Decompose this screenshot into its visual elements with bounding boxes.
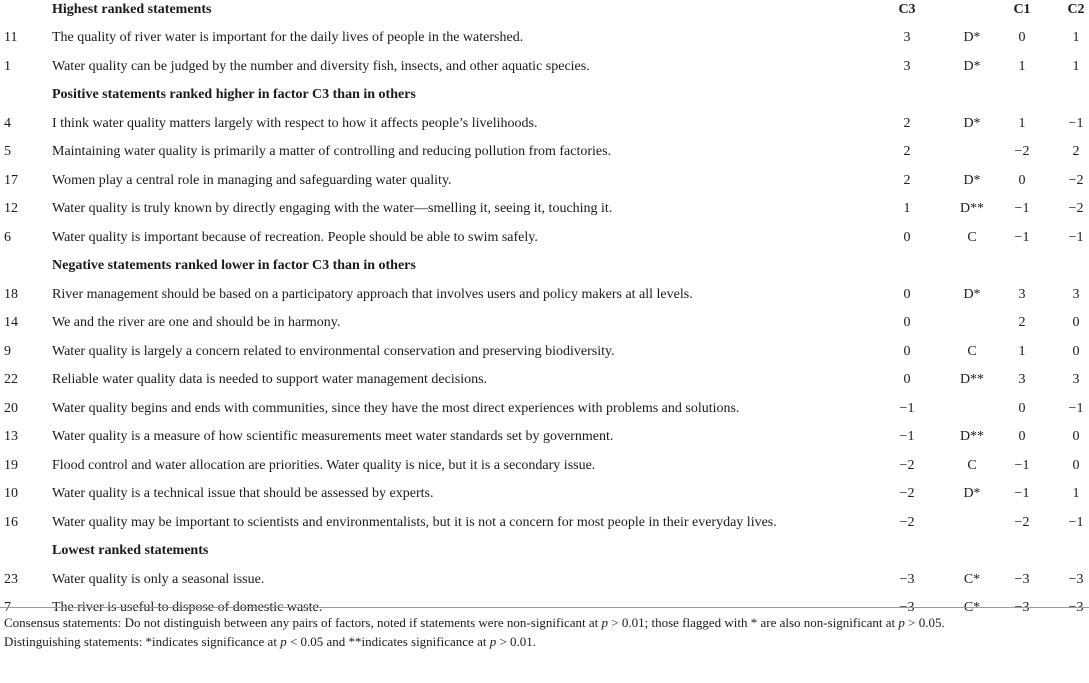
score-c1: 2 bbox=[1018, 315, 1026, 330]
statement-number: 4 bbox=[4, 115, 11, 131]
significance-mark bbox=[952, 81, 992, 109]
statement-number: 11 bbox=[4, 30, 18, 45]
score-c2: 1 bbox=[1072, 58, 1080, 74]
statement-text: Reliable water quality data is needed to support water management decisions. bbox=[52, 372, 488, 387]
score-c1: 0 bbox=[1018, 429, 1026, 444]
section-heading-row bbox=[0, 537, 1089, 565]
section-heading-row bbox=[0, 252, 1089, 280]
statement-text: Water quality is important because of recreation. People should be able to swim safely. bbox=[52, 229, 538, 245]
table-row bbox=[0, 338, 1089, 366]
table-row bbox=[0, 167, 1089, 195]
statement-number: 10 bbox=[4, 486, 18, 501]
table-row bbox=[0, 509, 1089, 537]
table-row bbox=[0, 224, 1089, 252]
table-row bbox=[0, 395, 1089, 423]
significance-mark bbox=[952, 537, 992, 565]
score-c1: −3 bbox=[1014, 600, 1030, 615]
score-c2: 2 bbox=[1072, 144, 1080, 159]
statement-number: 17 bbox=[4, 172, 18, 188]
score-c1: −3 bbox=[1014, 571, 1030, 587]
table-row bbox=[0, 53, 1089, 81]
score-c1 bbox=[1008, 81, 1036, 109]
score-c1: −2 bbox=[1014, 514, 1030, 530]
statement-text: Water quality begins and ends with communities, since they have the most direct experiences with problems and solutions. bbox=[52, 400, 740, 416]
statement-text: Women play a central role in managing and safeguarding water quality. bbox=[52, 172, 452, 188]
statement-number: 13 bbox=[4, 429, 18, 444]
table-row bbox=[0, 423, 1089, 451]
section-title: Positive statements ranked higher in factor C3 than in others bbox=[52, 87, 416, 102]
significance-mark: D** bbox=[959, 201, 985, 216]
statement-text: We and the river are one and should be in harmony. bbox=[52, 315, 341, 330]
table-row bbox=[0, 566, 1089, 594]
statement-number: 12 bbox=[4, 201, 18, 216]
table-row bbox=[0, 309, 1089, 337]
statement-number: 6 bbox=[4, 229, 11, 245]
score-c2 bbox=[1062, 252, 1089, 280]
section-heading-row bbox=[0, 81, 1089, 109]
score-c3 bbox=[893, 81, 921, 109]
statement-text: River management should be based on a participatory approach that involves users and policy makers at all levels. bbox=[52, 286, 693, 302]
score-c3: 2 bbox=[903, 115, 911, 131]
score-c3: −1 bbox=[899, 429, 915, 444]
score-c1: 0 bbox=[1018, 30, 1026, 45]
significance-mark: D** bbox=[959, 429, 985, 444]
significance-mark: D* bbox=[963, 58, 981, 74]
header-c1: C1 bbox=[1013, 2, 1031, 17]
significance-mark: D* bbox=[963, 486, 981, 501]
significance-mark: C bbox=[967, 457, 977, 473]
statement-number: 5 bbox=[4, 144, 11, 159]
significance-mark: D** bbox=[959, 372, 985, 387]
statement-number bbox=[4, 252, 44, 280]
statement-number bbox=[4, 537, 44, 565]
score-c1: 1 bbox=[1018, 343, 1026, 359]
significance-mark: D* bbox=[963, 172, 981, 188]
score-c2 bbox=[1062, 537, 1089, 565]
statement-text: The river is useful to dispose of domestic waste. bbox=[52, 600, 323, 615]
score-c2: 3 bbox=[1072, 286, 1080, 302]
statement-text: Water quality is truly known by directly engaging with the water—smelling it, seeing it, touching it. bbox=[52, 201, 613, 216]
significance-mark: D* bbox=[963, 286, 981, 302]
significance-mark: D* bbox=[963, 115, 981, 131]
statement-number: 7 bbox=[4, 600, 11, 615]
score-c2: −3 bbox=[1068, 571, 1084, 587]
score-c3 bbox=[893, 252, 921, 280]
score-c3: −3 bbox=[899, 571, 915, 587]
score-c1: −1 bbox=[1014, 457, 1030, 473]
score-c3: −2 bbox=[899, 486, 915, 501]
score-c2: −1 bbox=[1068, 400, 1084, 416]
score-c1: −1 bbox=[1014, 201, 1030, 216]
footnote-divider bbox=[0, 607, 1089, 608]
score-c3: 3 bbox=[903, 30, 911, 45]
statement-number: 18 bbox=[4, 286, 18, 302]
score-c1: −1 bbox=[1014, 229, 1030, 245]
table-row bbox=[0, 480, 1089, 508]
score-c3: 3 bbox=[903, 58, 911, 74]
table-row bbox=[0, 138, 1089, 166]
statement-number bbox=[4, 81, 44, 109]
score-c3: 0 bbox=[903, 286, 911, 302]
header-title: Highest ranked statements bbox=[52, 2, 212, 17]
score-c1: 3 bbox=[1018, 372, 1026, 387]
statement-text: Flood control and water allocation are priorities. Water quality is nice, but it is a secondary issue. bbox=[52, 457, 596, 473]
score-c3: 0 bbox=[903, 229, 911, 245]
section-title: Negative statements ranked lower in factor C3 than in others bbox=[52, 258, 416, 273]
footnote-distinguishing: Distinguishing statements: *indicates significance at p < 0.05 and **indicates significance at p > 0.01. bbox=[4, 634, 537, 649]
significance-mark bbox=[952, 309, 992, 337]
score-c3 bbox=[893, 537, 921, 565]
score-c1: −1 bbox=[1014, 486, 1030, 501]
significance-mark: C* bbox=[963, 600, 981, 615]
statement-text: Water quality is largely a concern related to environmental conservation and preserving biodiversity. bbox=[52, 343, 615, 359]
score-c3: −2 bbox=[899, 457, 915, 473]
score-c3: 0 bbox=[903, 343, 911, 359]
statement-number: 19 bbox=[4, 457, 18, 473]
statement-number: 1 bbox=[4, 58, 11, 74]
significance-mark: C bbox=[967, 343, 977, 359]
footnote-consensus: Consensus statements: Do not distinguish between any pairs of factors, noted if statements were non-significant at p > 0.01; those flagged with * are also non-significant at p > 0.05. bbox=[4, 615, 945, 630]
score-c1: −2 bbox=[1014, 144, 1030, 159]
table-row bbox=[0, 452, 1089, 480]
statement-text: Water quality is a technical issue that should be assessed by experts. bbox=[52, 486, 434, 501]
statement-number: 20 bbox=[4, 400, 18, 416]
score-c1: 0 bbox=[1018, 400, 1026, 416]
score-c3: 2 bbox=[903, 172, 911, 188]
score-c2: −2 bbox=[1068, 201, 1084, 216]
score-c2: −1 bbox=[1068, 514, 1084, 530]
statement-text: Water quality is a measure of how scientific measurements meet water standards set by government. bbox=[52, 429, 614, 444]
score-c2: −2 bbox=[1068, 172, 1084, 188]
statement-text: I think water quality matters largely with respect to how it affects people’s livelihoods. bbox=[52, 115, 538, 131]
significance-mark bbox=[952, 138, 992, 166]
statement-text: Maintaining water quality is primarily a matter of controlling and reducing pollution from factories. bbox=[52, 144, 612, 159]
statement-text: Water quality can be judged by the number and diversity fish, insects, and other aquatic species. bbox=[52, 58, 590, 74]
significance-mark: C bbox=[967, 229, 977, 245]
table-row bbox=[0, 110, 1089, 138]
score-c1: 3 bbox=[1018, 286, 1026, 302]
score-c2: 1 bbox=[1072, 30, 1080, 45]
section-title: Lowest ranked statements bbox=[52, 543, 209, 558]
score-c2: −1 bbox=[1068, 115, 1084, 131]
statement-text: The quality of river water is important for the daily lives of people in the watershed. bbox=[52, 30, 524, 45]
score-c2: −3 bbox=[1068, 600, 1084, 615]
significance-mark: C* bbox=[963, 571, 981, 587]
table-row bbox=[0, 195, 1089, 223]
significance-mark bbox=[952, 509, 992, 537]
statement-number: 9 bbox=[4, 343, 11, 359]
score-c1 bbox=[1008, 537, 1036, 565]
score-c3: 0 bbox=[903, 315, 911, 330]
statement-number: 23 bbox=[4, 571, 18, 587]
score-c3: −2 bbox=[899, 514, 915, 530]
statement-number: 22 bbox=[4, 372, 18, 387]
score-c3: −3 bbox=[899, 600, 915, 615]
score-c2: 0 bbox=[1072, 457, 1080, 473]
header-c3: C3 bbox=[898, 2, 916, 17]
table-header-row bbox=[0, 0, 1089, 24]
statement-number: 16 bbox=[4, 514, 18, 530]
header-c2: C2 bbox=[1067, 2, 1085, 17]
score-c1 bbox=[1008, 252, 1036, 280]
score-c2: −1 bbox=[1068, 229, 1084, 245]
statement-text: Water quality is only a seasonal issue. bbox=[52, 571, 265, 587]
significance-mark bbox=[952, 395, 992, 423]
score-c2: 0 bbox=[1072, 315, 1080, 330]
score-c3: −1 bbox=[899, 400, 915, 416]
score-c3: 2 bbox=[903, 144, 911, 159]
table-row bbox=[0, 366, 1089, 394]
score-c3: 1 bbox=[903, 201, 911, 216]
score-c1: 1 bbox=[1018, 115, 1026, 131]
statement-text: Water quality may be important to scientists and environmentalists, but it is not a concern for most people in their everyday lives. bbox=[52, 514, 777, 530]
significance-mark bbox=[952, 252, 992, 280]
score-c2: 0 bbox=[1072, 343, 1080, 359]
significance-mark: D* bbox=[963, 30, 981, 45]
table-row bbox=[0, 24, 1089, 52]
score-c2: 3 bbox=[1072, 372, 1080, 387]
score-c3: 0 bbox=[903, 372, 911, 387]
score-c2: 0 bbox=[1072, 429, 1080, 444]
score-c1: 0 bbox=[1018, 172, 1026, 188]
table-row bbox=[0, 281, 1089, 309]
score-c2 bbox=[1062, 81, 1089, 109]
score-c2: 1 bbox=[1072, 486, 1080, 501]
score-c1: 1 bbox=[1018, 58, 1026, 74]
statement-number: 14 bbox=[4, 315, 18, 330]
